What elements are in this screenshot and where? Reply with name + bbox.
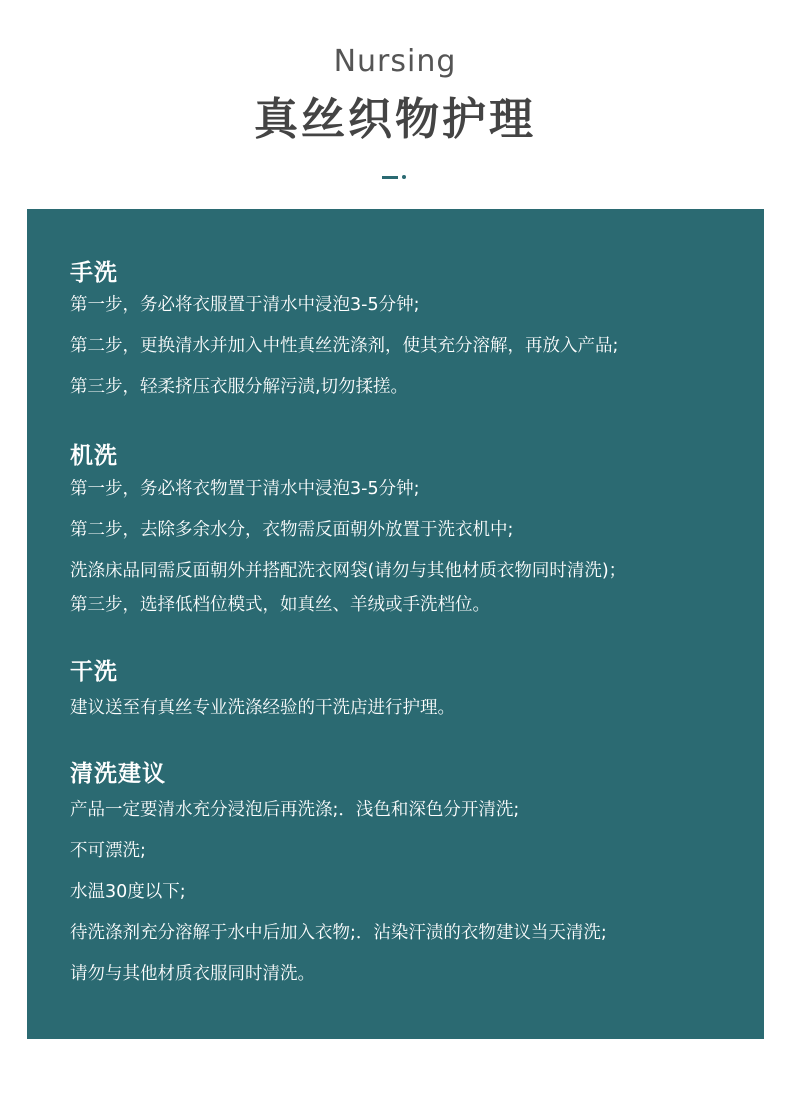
instruction-line: 第二步，去除多余水分，衣物需反面朝外放置于洗衣机中;: [70, 520, 514, 540]
instruction-line: 洗涤床品同需反面朝外并搭配洗衣网袋(请勿与其他材质衣物同时清洗)；: [70, 561, 627, 581]
care-instructions-panel: [27, 209, 764, 1039]
instruction-line: 请勿与其他材质衣服同时清洗。: [70, 964, 315, 984]
instruction-line: 待洗涤剂充分溶解于水中后加入衣物;．沾染汗渍的衣物建议当天清洗;: [70, 923, 607, 943]
section-cleaning-suggestions: [70, 759, 750, 986]
title-divider-dot: [402, 175, 406, 179]
section-title: 清洗建议: [70, 761, 166, 787]
page-subtitle: Nursing: [333, 44, 457, 79]
instruction-line: 第三步，轻柔挤压衣服分解污渍,切勿揉搓。: [70, 377, 409, 397]
instruction-line: 第一步，务必将衣物置于清水中浸泡3-5分钟;: [70, 479, 420, 499]
section-dry-clean: [70, 657, 750, 720]
section-title: 机洗: [70, 443, 118, 469]
instruction-line: 第二步，更换清水并加入中性真丝洗涤剂，使其充分溶解，再放入产品;: [70, 336, 619, 356]
instruction-line: 建议送至有真丝专业洗涤经验的干洗店进行护理。: [70, 698, 455, 718]
instruction-line: 不可漂洗;: [70, 841, 146, 861]
instruction-line: 第三步，选择低档位模式，如真丝、羊绒或手洗档位。: [70, 595, 490, 615]
page-header: [0, 0, 790, 209]
page-title: 真丝织物护理: [254, 94, 536, 145]
section-title: 手洗: [70, 260, 118, 286]
title-divider: [382, 176, 398, 179]
instruction-line: 第一步，务必将衣服置于清水中浸泡3-5分钟;: [70, 295, 420, 315]
section-hand-wash: [70, 258, 750, 399]
section-machine-wash: [70, 441, 750, 617]
instruction-line: 产品一定要清水充分浸泡后再洗涤;．浅色和深色分开清洗;: [70, 800, 520, 820]
section-title: 干洗: [70, 659, 118, 685]
instruction-line: 水温30度以下;: [70, 882, 186, 902]
